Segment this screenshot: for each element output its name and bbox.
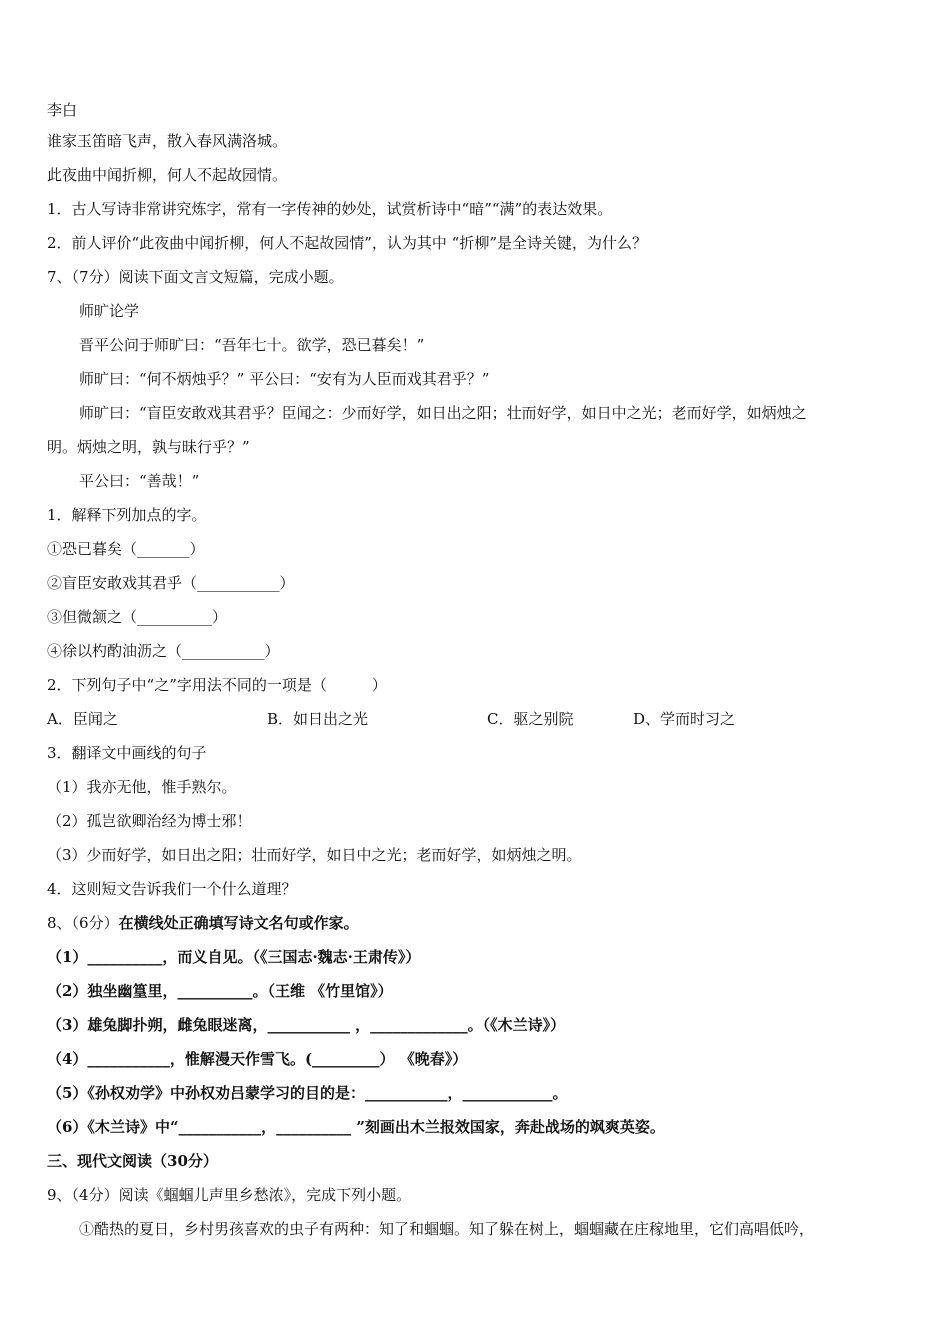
section-3-title: 三、现代文阅读（30分） bbox=[47, 1152, 218, 1170]
q9-header: 9、（4分）阅读《蝈蝈儿声里乡愁浓》，完成下列小题。 bbox=[47, 1186, 412, 1204]
q7-sub1-item: ④徐以杓酌油沥之（___________） bbox=[47, 642, 280, 660]
option-a: A．臣闻之 bbox=[47, 710, 118, 728]
q7-passage-p3b: 明。炳烛之明，孰与昧行乎？” bbox=[47, 438, 250, 456]
q7-header: 7、（7分）阅读下面文言文短篇，完成小题。 bbox=[47, 268, 344, 286]
q8-header-prefix: 8、（6分） bbox=[47, 914, 119, 932]
option-d: D、学而时习之 bbox=[633, 710, 736, 728]
q7-passage-p2: 师旷曰：“何不炳烛乎？” 平公曰：“安有为人臣而戏其君乎？” bbox=[79, 370, 490, 388]
q7-sub2-options bbox=[47, 702, 907, 736]
q7-sub3: 3．翻译文中画线的句子 bbox=[47, 744, 207, 762]
q7-sub3-item: （3）少而好学，如日出之阳；壮而好学，如日中之光；老而好学，如炳烛之明。 bbox=[47, 846, 582, 864]
q8-item: （4）___________，惟解漫天作雪飞。(_________） 《晚春》） bbox=[47, 1050, 468, 1068]
poem-line-1: 谁家玉笛暗飞声，散入春风满洛城。 bbox=[47, 132, 288, 150]
q8-item: （6）《木兰诗》中“___________，__________ ”刻画出木兰报效国家，奔赴战场的飒爽英姿。 bbox=[47, 1118, 665, 1136]
option-b: B．如日出之光 bbox=[267, 710, 369, 728]
q8-item: （5）《孙权劝学》中孙权劝吕蒙学习的目的是：___________，____________。 bbox=[47, 1084, 568, 1102]
q8-item: （1）__________，而义自见。（《三国志·魏志·王肃传》） bbox=[47, 948, 421, 966]
q7-sub1-item: ②盲臣安敢戏其君乎（___________） bbox=[47, 574, 295, 592]
document-page bbox=[47, 96, 907, 1246]
q7-sub1: 1．解释下列加点的字。 bbox=[47, 506, 207, 524]
q7-passage-title: 师旷论学 bbox=[79, 302, 140, 320]
q7-passage-p3a: 师旷曰：“盲臣安敢戏其君乎？臣闻之：少而好学，如日出之阳；壮而好学，如日中之光；老而好学，如炳烛之 bbox=[79, 404, 807, 422]
q9-passage-p1: ①酷热的夏日，乡村男孩喜欢的虫子有两种：知了和蝈蝈。知了躲在树上，蝈蝈藏在庄稼地里，它们高唱低吟， bbox=[79, 1220, 815, 1238]
q7-sub3-item: （2）孤岂欲卿治经为博士邪！ bbox=[47, 812, 252, 830]
option-c: C．驱之别院 bbox=[487, 710, 574, 728]
q8-header-instruction: 在横线处正确填写诗文名句或作家。 bbox=[118, 914, 359, 932]
q7-sub4: 4．这则短文告诉我们一个什么道理？ bbox=[47, 880, 297, 898]
poem-question-1: 1．古人写诗非常讲究炼字，常有一字传神的妙处，试赏析诗中“暗”“满”的表达效果。 bbox=[47, 200, 613, 218]
q7-sub1-item: ①恐已暮矣（_______） bbox=[47, 540, 205, 558]
q7-sub3-item: （1）我亦无他，惟手熟尔。 bbox=[47, 778, 237, 796]
poem-author: 李白 bbox=[47, 101, 78, 119]
q7-sub1-item: ③但微颔之（__________） bbox=[47, 608, 228, 626]
q7-sub2: 2．下列句子中“之”字用法不同的一项是（ ） bbox=[47, 676, 387, 694]
q8-item: （2）独坐幽篁里，__________。（王维 《竹里馆》） bbox=[47, 982, 393, 1000]
poem-line-2: 此夜曲中闻折柳，何人不起故园情。 bbox=[47, 166, 288, 184]
q7-passage-p4: 平公曰：“善哉！” bbox=[79, 472, 200, 490]
q7-passage-p1: 晋平公问于师旷曰：“吾年七十。欲学，恐已暮矣！” bbox=[79, 336, 425, 354]
q8-header bbox=[47, 906, 907, 940]
poem-question-2: 2．前人评价“此夜曲中闻折柳，何人不起故园情”，认为其中 “折柳”是全诗关键，为什么？ bbox=[47, 234, 647, 252]
q8-item: （3）雄兔脚扑朔，雌兔眼迷离，___________ ，_____________。（《木兰诗》） bbox=[47, 1016, 566, 1034]
